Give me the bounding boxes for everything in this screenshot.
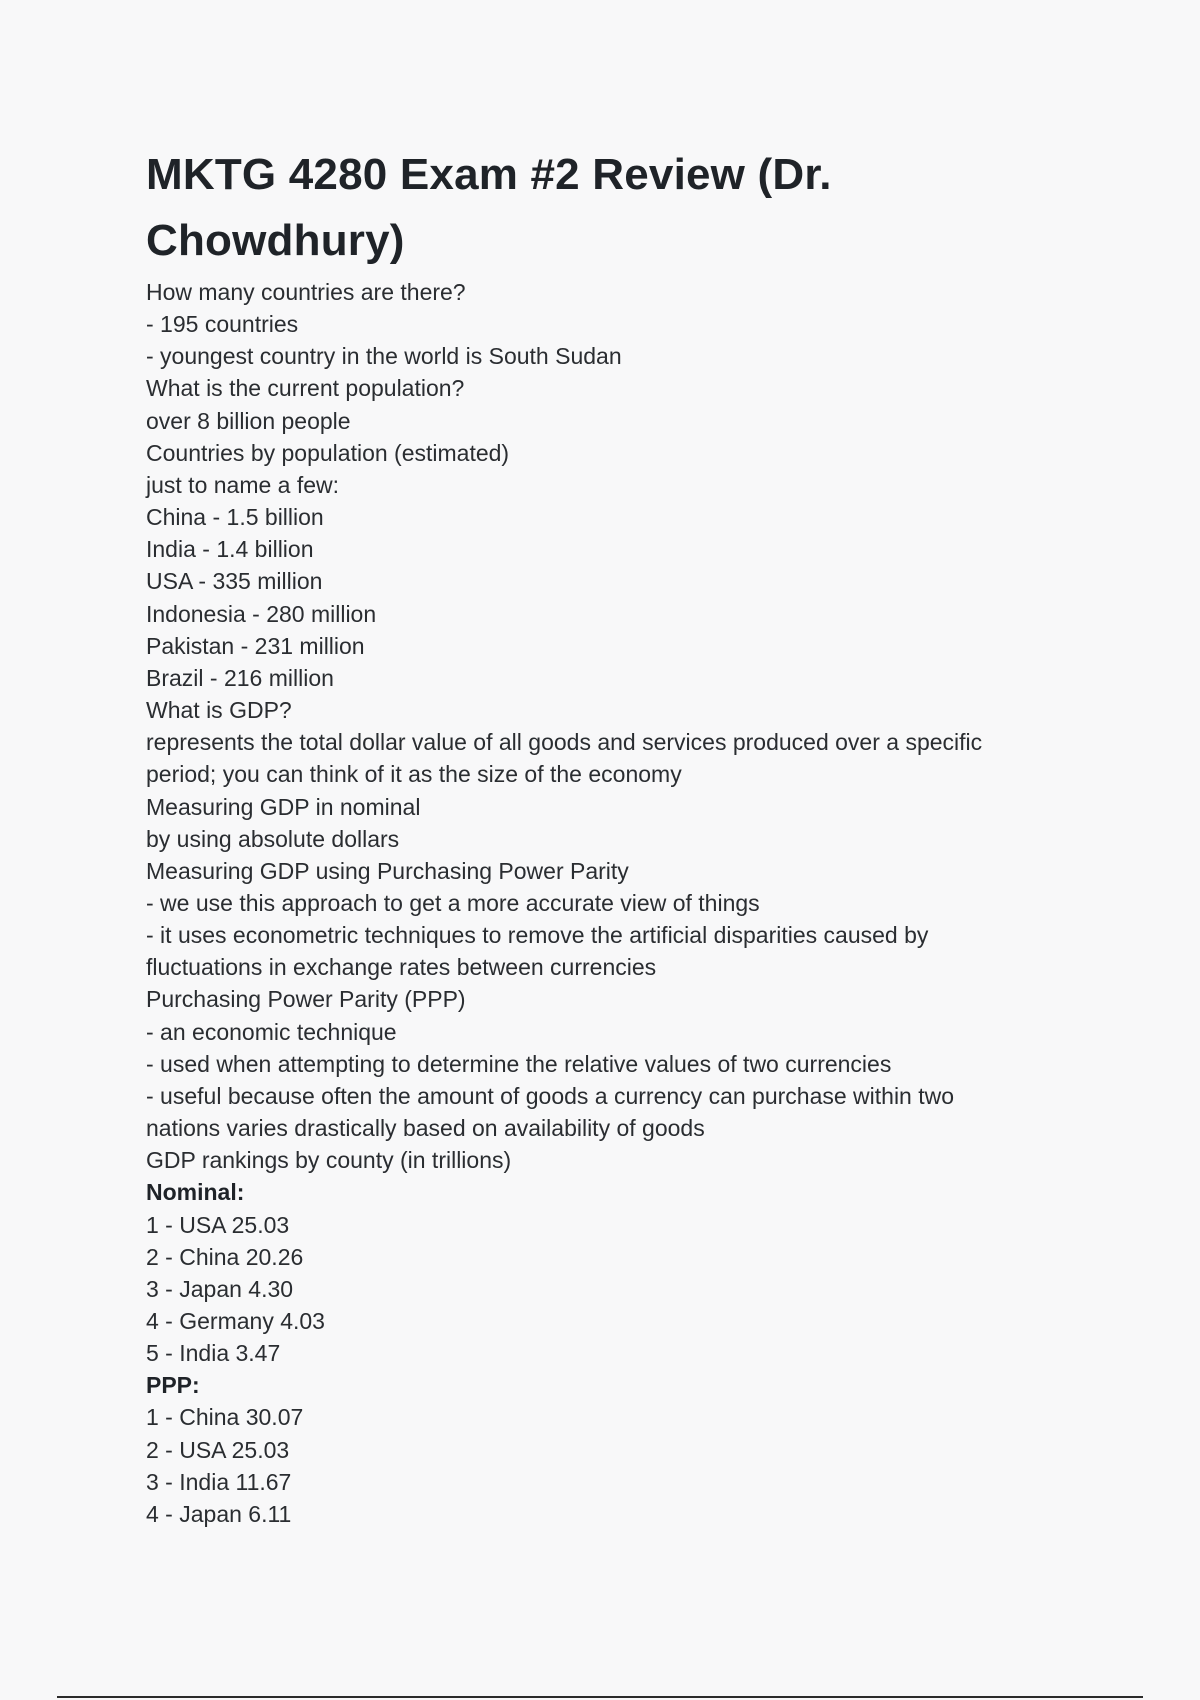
text-line: 1 - USA 25.03 bbox=[146, 1211, 290, 1238]
text-line: - we use this approach to get a more accurate view of things bbox=[146, 889, 760, 916]
text-line: 2 - USA 25.03 bbox=[146, 1436, 290, 1463]
text-line: Measuring GDP using Purchasing Power Parity bbox=[146, 857, 629, 884]
document-content bbox=[146, 142, 1066, 1530]
section-label: Nominal: bbox=[146, 1179, 245, 1206]
text-line: Indonesia - 280 million bbox=[146, 600, 377, 627]
text-line: - 195 countries bbox=[146, 311, 299, 338]
text-line: 2 - China 20.26 bbox=[146, 1243, 304, 1270]
document-title bbox=[146, 142, 1066, 274]
text-line: represents the total dollar value of all goods and services produced over a specific bbox=[146, 729, 983, 756]
text-line: over 8 billion people bbox=[146, 407, 351, 434]
title-line: Chowdhury) bbox=[146, 216, 405, 265]
text-line: 1 - China 30.07 bbox=[146, 1404, 304, 1431]
text-line: 3 - Japan 4.30 bbox=[146, 1275, 294, 1302]
text-line: - youngest country in the world is South Sudan bbox=[146, 343, 622, 370]
section-label: PPP: bbox=[146, 1372, 200, 1399]
text-line: fluctuations in exchange rates between currencies bbox=[146, 954, 657, 981]
title-line: MKTG 4280 Exam #2 Review (Dr. bbox=[146, 150, 832, 199]
text-line: What is GDP? bbox=[146, 697, 292, 724]
text-line: Brazil - 216 million bbox=[146, 664, 334, 691]
text-line: How many countries are there? bbox=[146, 279, 466, 305]
text-line: India - 1.4 billion bbox=[146, 536, 314, 563]
text-line: period; you can think of it as the size of the economy bbox=[146, 761, 682, 788]
text-line: USA - 335 million bbox=[146, 568, 323, 595]
text-line: China - 1.5 billion bbox=[146, 504, 324, 531]
text-line: - it uses econometric techniques to remove the artificial disparities caused by bbox=[146, 922, 929, 949]
text-line: 4 - Germany 4.03 bbox=[146, 1308, 325, 1334]
text-line: 4 - Japan 6.11 bbox=[146, 1500, 292, 1527]
text-line: - an economic technique bbox=[146, 1018, 397, 1045]
text-line: Purchasing Power Parity (PPP) bbox=[146, 986, 466, 1013]
text-line: GDP rankings by county (in trillions) bbox=[146, 1147, 512, 1174]
text-line: just to name a few: bbox=[146, 471, 340, 498]
text-line: 3 - India 11.67 bbox=[146, 1468, 292, 1495]
text-line: Countries by population (estimated) bbox=[146, 439, 510, 466]
text-line: - used when attempting to determine the relative values of two currencies bbox=[146, 1050, 892, 1077]
text-line: Measuring GDP in nominal bbox=[146, 793, 421, 820]
bottom-divider bbox=[57, 1696, 1143, 1698]
text-line: 5 - India 3.47 bbox=[146, 1340, 281, 1367]
text-line: - useful because often the amount of goods a currency can purchase within two bbox=[146, 1082, 955, 1109]
text-line: What is the current population? bbox=[146, 375, 465, 402]
text-line: Pakistan - 231 million bbox=[146, 632, 365, 659]
document-body bbox=[146, 276, 1066, 1530]
text-line: nations varies drastically based on availability of goods bbox=[146, 1115, 705, 1142]
text-line: by using absolute dollars bbox=[146, 825, 400, 852]
